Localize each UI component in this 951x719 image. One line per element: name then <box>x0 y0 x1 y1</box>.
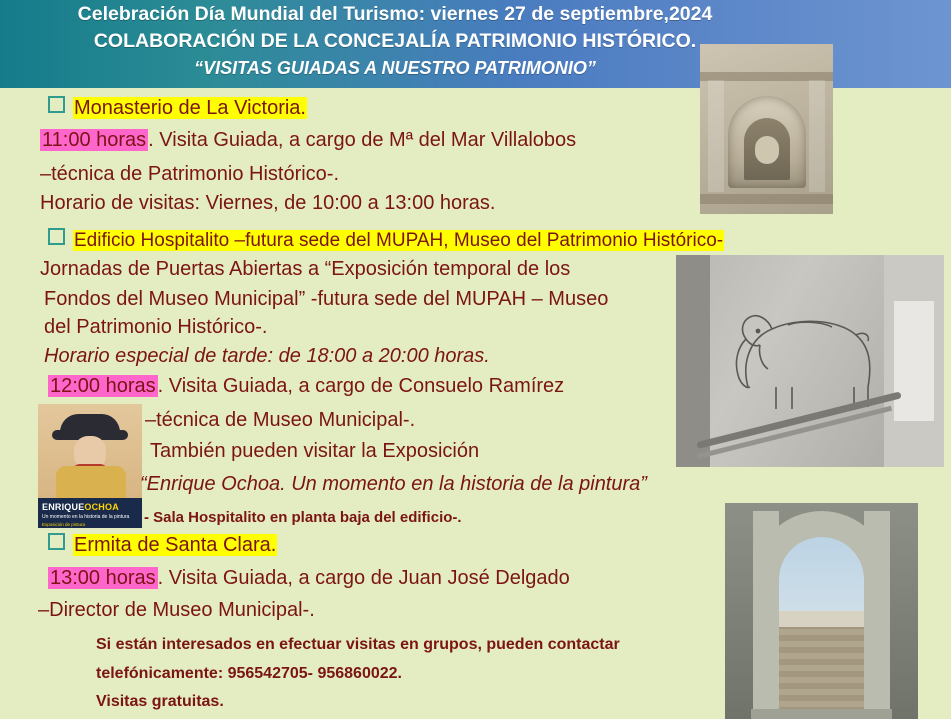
section-2-line-8: - Sala Hospitalito en planta baja del edificio-. <box>144 509 462 526</box>
section-3-time: 13:00 horas <box>50 567 156 589</box>
poster-subtitle: Un momento en la historia de la pintura <box>42 514 130 520</box>
section-2-line-6: También pueden visitar la Exposición <box>150 440 480 462</box>
section-2-line-5: –técnica de Museo Municipal-. <box>145 409 416 431</box>
poster-caption: Exposición de pintura <box>42 522 86 527</box>
elephant-drawing-icon <box>728 295 898 415</box>
header-line-2: COLABORACIÓN DE LA CONCEJALÍA PATRIMONIO HISTÓRICO. <box>93 30 697 52</box>
enrique-ochoa-exhibition-poster <box>38 404 142 528</box>
header-line-1: Celebración Día Mundial del Turismo: viernes 27 de septiembre,2024 <box>77 3 713 25</box>
section-1-time: 11:00 horas <box>42 129 147 151</box>
section-2-time-line: 12:00 horas . Visita Guiada, a cargo de Consuelo Ramírez <box>50 375 565 397</box>
section-1-line-2: –técnica de Patrimonio Histórico-. <box>40 163 340 185</box>
section-2-time: 12:00 horas <box>50 375 156 397</box>
section-2-line-2: Fondos del Museo Municipal” -futura sede del MUPAH – Museo <box>44 288 609 310</box>
checkbox-bullet-icon <box>48 228 65 245</box>
section-3-line-2: –Director de Museo Municipal-. <box>38 599 315 621</box>
checkbox-bullet-icon <box>48 533 65 550</box>
section-2-line-3: del Patrimonio Histórico-. <box>44 316 268 338</box>
poster-title: ENRIQUEOCHOA <box>42 502 119 512</box>
ermita-window-photo <box>725 503 918 719</box>
section-2-line-1: Jornadas de Puertas Abiertas a “Exposición temporal de los <box>40 258 571 280</box>
section-2-heading: Edificio Hospitalito –futura sede del MUPAH, Museo del Patrimonio Histórico- <box>48 228 724 252</box>
footer-line-3: Visitas gratuitas. <box>96 693 224 710</box>
section-3-time-line: 13:00 horas . Visita Guiada, a cargo de Juan José Delgado <box>50 567 570 589</box>
header-line-3: “VISITAS GUIADAS A NUESTRO PATRIMONIO” <box>194 58 596 78</box>
checkbox-bullet-icon <box>48 96 65 113</box>
elephant-relief-drawing-photo <box>676 255 944 467</box>
section-2-line-7: “Enrique Ochoa. Un momento en la historia de la pintura” <box>140 473 647 495</box>
footer-line-2: telefónicamente: 956542705- 956860022. <box>96 665 402 682</box>
section-3-heading: Ermita de Santa Clara. <box>48 533 277 557</box>
section-2-line-4: Horario especial de tarde: de 18:00 a 20:00 horas. <box>44 345 490 367</box>
footer-line-1: Si están interesados en efectuar visitas en grupos, pueden contactar <box>96 636 620 653</box>
section-1-time-line: 11:00 horas . Visita Guiada, a cargo de Mª del Mar Villalobos <box>42 129 577 151</box>
section-1-heading: Monasterio de La Victoria. <box>48 96 307 120</box>
monastery-facade-photo <box>700 44 833 214</box>
section-1-line-3: Horario de visitas: Viernes, de 10:00 a 13:00 horas. <box>40 192 496 214</box>
